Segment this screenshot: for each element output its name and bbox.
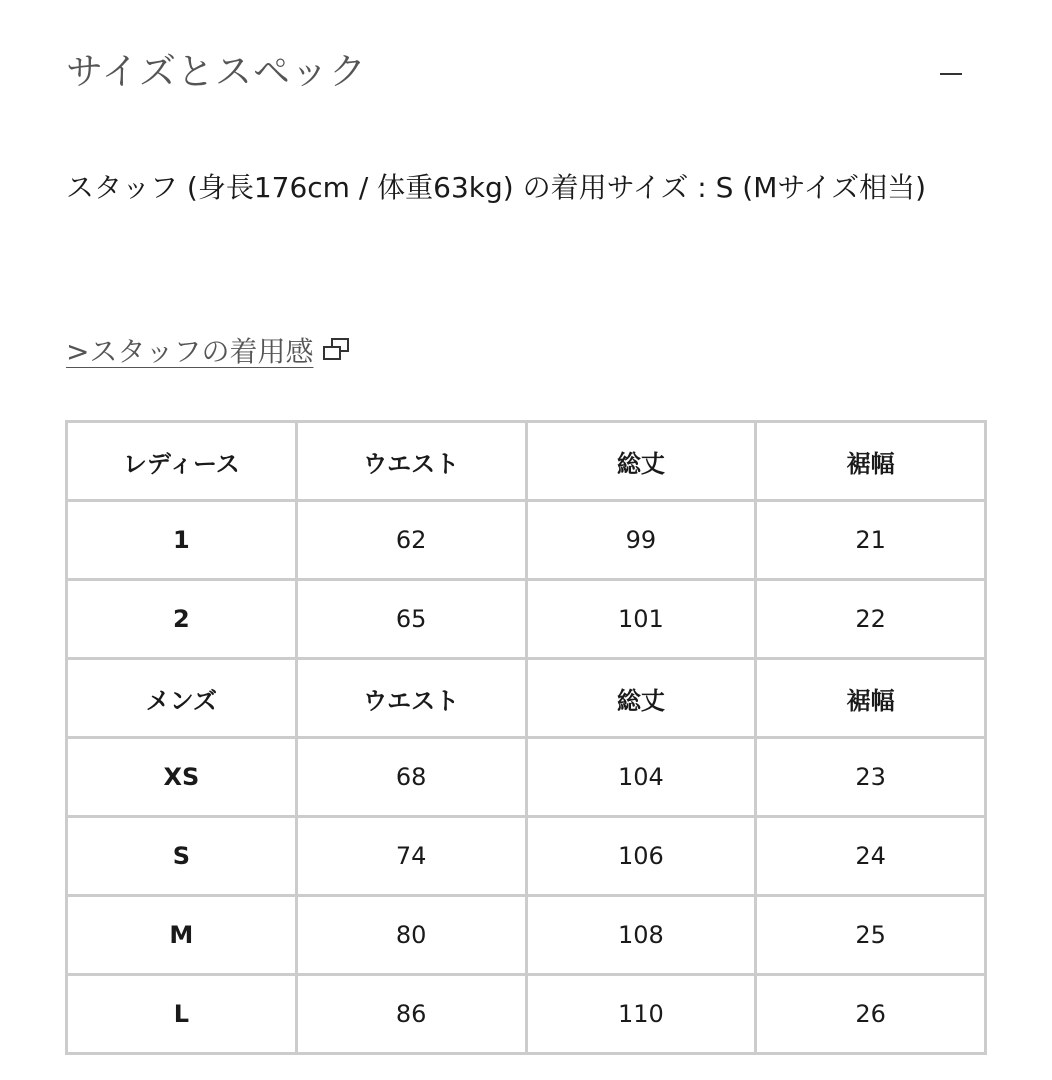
table-header-cell: ウエスト	[296, 422, 526, 501]
staff-size-info: スタッフ (身長176cm / 体重63kg) の着用サイズ : S (Mサイズ相当)	[66, 171, 927, 204]
table-header-cell: ウエスト	[296, 659, 526, 738]
table-cell: 74	[296, 817, 526, 896]
table-cell: 68	[296, 738, 526, 817]
table-header-cell: メンズ	[67, 659, 297, 738]
size-label-cell: L	[67, 975, 297, 1054]
table-header-cell: 総丈	[526, 659, 756, 738]
table-row	[67, 896, 986, 975]
table-cell: 24	[756, 817, 986, 896]
table-cell: 25	[756, 896, 986, 975]
staff-fit-link[interactable]	[66, 322, 351, 378]
minus-icon	[940, 73, 962, 75]
table-cell: 23	[756, 738, 986, 817]
table-cell: 65	[296, 580, 526, 659]
table-header-cell: 裾幅	[756, 422, 986, 501]
table-header-cell: 総丈	[526, 422, 756, 501]
size-label-cell: XS	[67, 738, 297, 817]
size-table	[65, 420, 987, 1055]
table-row	[67, 975, 986, 1054]
table-cell: 21	[756, 501, 986, 580]
table-cell: 104	[526, 738, 756, 817]
size-label-cell: S	[67, 817, 297, 896]
table-cell: 26	[756, 975, 986, 1054]
table-cell: 106	[526, 817, 756, 896]
table-header-row	[67, 422, 986, 501]
table-header-cell: レディース	[67, 422, 297, 501]
table-header-row	[67, 659, 986, 738]
section-title: サイズとスペック	[66, 50, 368, 93]
table-row	[67, 580, 986, 659]
table-cell: 80	[296, 896, 526, 975]
size-spec-header[interactable]	[66, 44, 966, 100]
table-cell: 101	[526, 580, 756, 659]
table-cell: 108	[526, 896, 756, 975]
external-window-icon	[323, 338, 351, 362]
table-cell: 110	[526, 975, 756, 1054]
table-cell: 86	[296, 975, 526, 1054]
table-header-cell: 裾幅	[756, 659, 986, 738]
collapse-toggle-button[interactable]	[926, 44, 966, 100]
table-row	[67, 501, 986, 580]
table-cell: 99	[526, 501, 756, 580]
size-label-cell: M	[67, 896, 297, 975]
staff-fit-link-text[interactable]: >スタッフの着用感	[66, 335, 314, 368]
table-cell: 22	[756, 580, 986, 659]
table-cell: 62	[296, 501, 526, 580]
size-label-cell: 2	[67, 580, 297, 659]
table-row	[67, 738, 986, 817]
table-row	[67, 817, 986, 896]
size-label-cell: 1	[67, 501, 297, 580]
